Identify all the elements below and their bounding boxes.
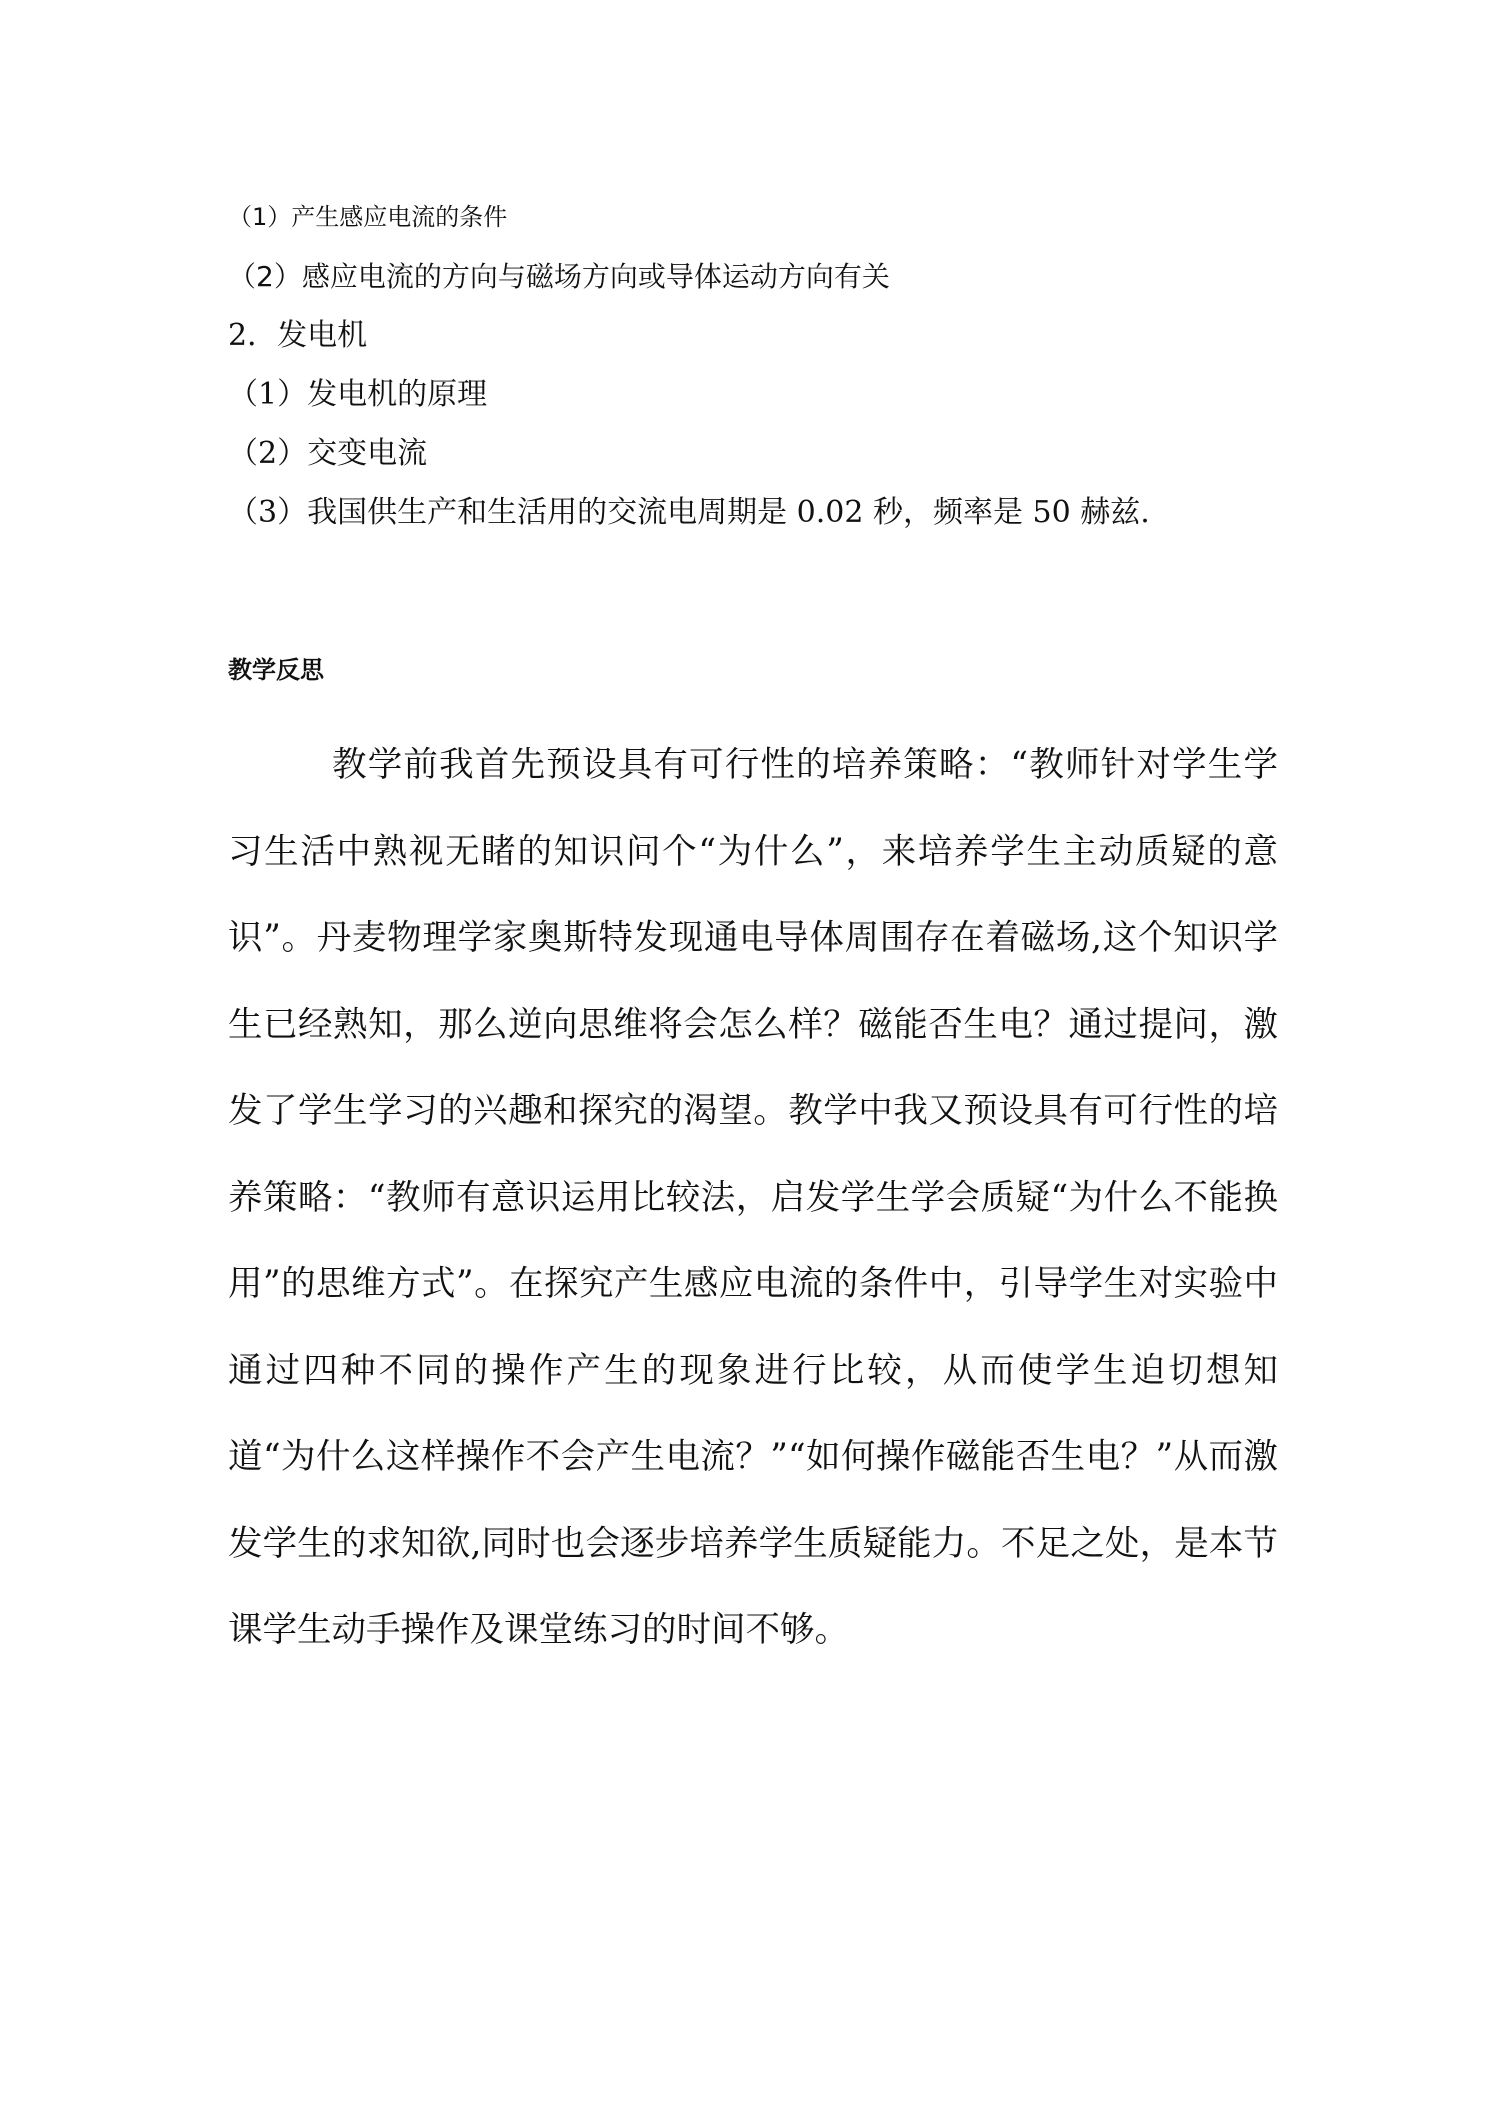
outline-item-alternating-current: （2）交变电流 bbox=[228, 436, 428, 471]
outline-item-generator-principle: （1）发电机的原理 bbox=[228, 377, 488, 412]
outline-item-current-direction: （2）感应电流的方向与磁场方向或导体运动方向有关 bbox=[228, 260, 890, 293]
outline-item-ac-period-frequency: （3）我国供生产和生活用的交流电周期是 0.02 秒，频率是 50 赫兹. bbox=[228, 495, 1150, 530]
reflection-paragraph: 教学前我首先预设具有可行性的培养策略：“教师针对学生学习生活中熟视无睹的知识问个“为什么”，来培养学生主动质疑的意识”。丹麦物理学家奥斯特发现通电导体周围存在着磁场,这个知识学生已经熟知，那么逆向思维将会怎么样？磁能否生电？通过提问，激发了学生学习的兴趣和探究的渴望。教学中我又预设具有可行性的培养策略：“教师有意识运用比较法，启发学生学会质疑“为什么不能换用”的思维方式”。在探究产生感应电流的条件中，引导学生对实验中通过四种不同的操作产生的现象进行比较，从而使学生迫切想知道“为什么这样操作不会产生电流？”“如何操作磁能否生电？”从而激发学生的求知欲,同时也会逐步培养学生质疑能力。不足之处，是本节课学生动手操作及课堂练习的时间不够。 bbox=[228, 745, 1278, 1650]
lesson-outline bbox=[228, 188, 1288, 542]
reflection-heading: 教学反思 bbox=[228, 656, 324, 684]
outline-item-induced-current-condition: （1）产生感应电流的条件 bbox=[228, 203, 508, 231]
outline-section-generator: 2．发电机 bbox=[228, 318, 368, 353]
